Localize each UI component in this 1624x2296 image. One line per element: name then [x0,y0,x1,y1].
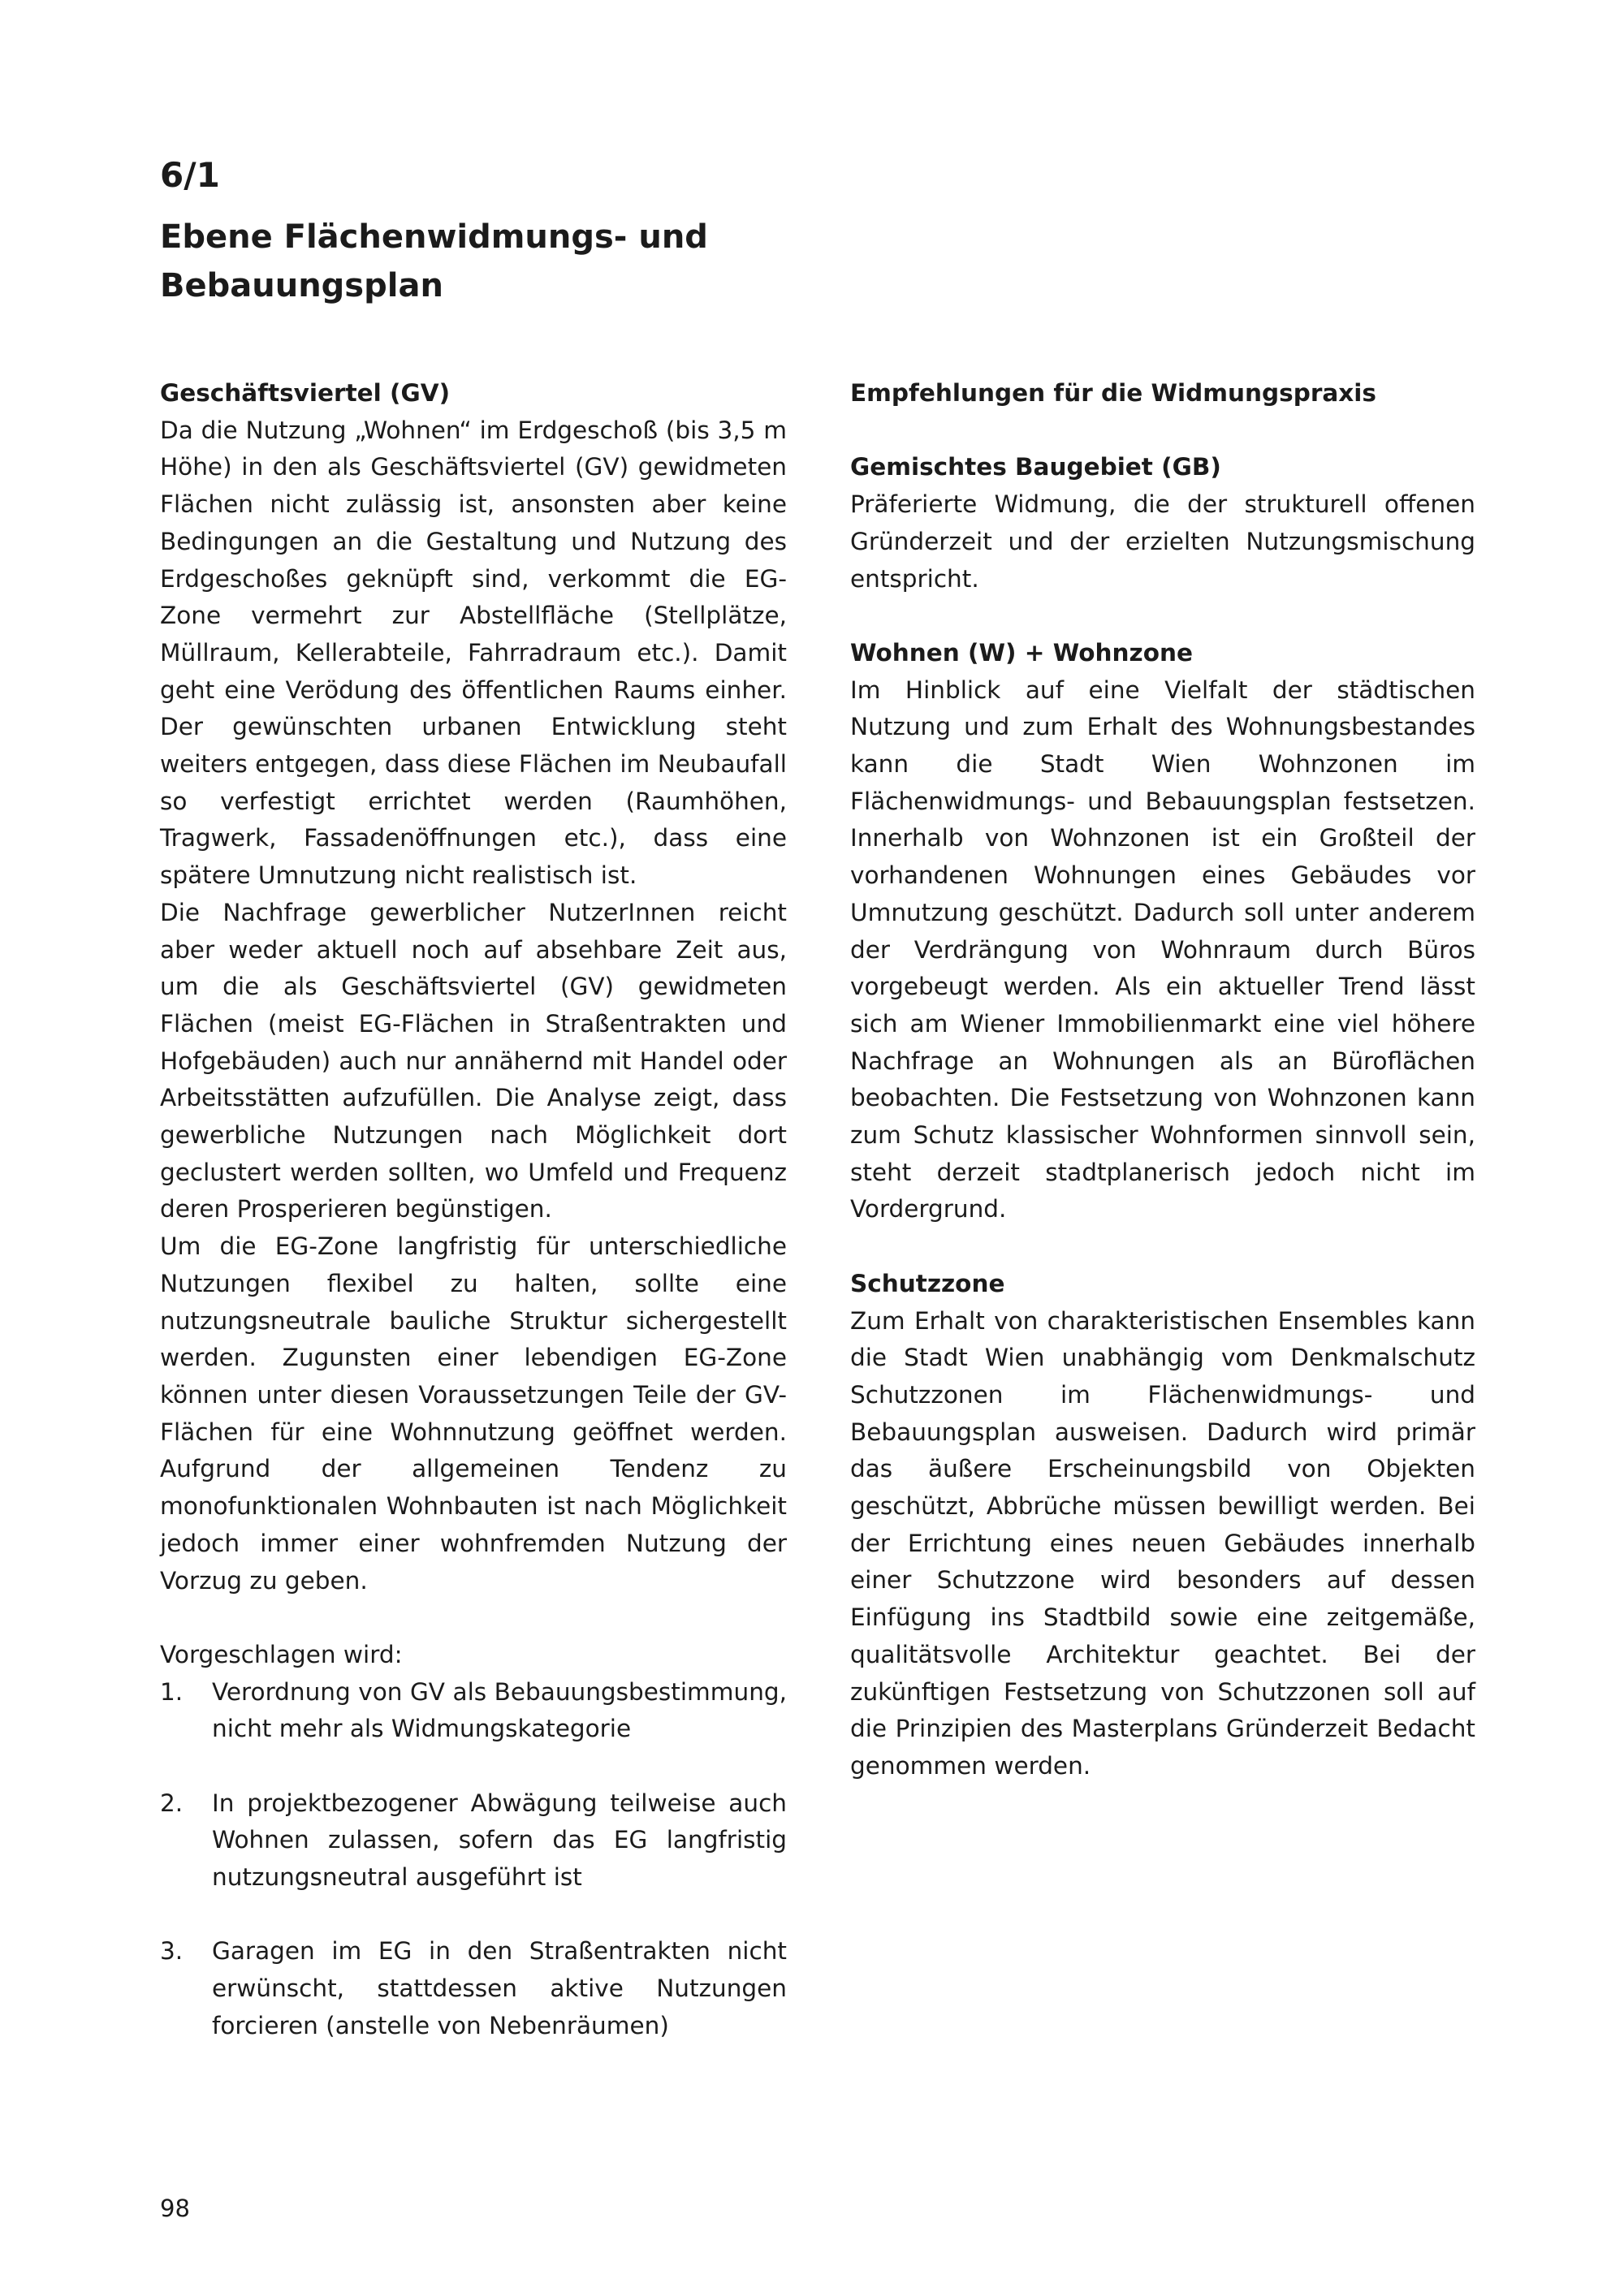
gb-paragraph: Präferierte Widmung, die der strukturell offenen Gründerzeit und der erzielten Nutzungsmischung entspricht. [850,490,1475,593]
proposed-label: Vorgeschlagen wird: [160,1640,403,1668]
section-heading-wohnzone: Wohnen (W) + Wohnzone [850,638,1194,667]
spacer [160,1599,787,1637]
schutzzone-paragraph: Zum Erhalt von charakteristischen Ensembles kann die Stadt Wien unabhängig vom Denkmalschutz Schutzzonen im Flächenwidmungs- und Bebauungsplan ausweisen. Dadurch wird primär das äußere Erscheinungsbild von Objekten geschützt, Abbrüche müssen bewilligt werden. Bei der Errichtung eines neuen Gebäudes innerhalb einer Schutzzone wird besonders auf dessen Einfügung ins Stadtbild sowie eine zeitgemäße, qualitätsvolle Architektur geachtet. Bei der zukünftigen Festsetzung von Schutzzonen soll auf die Prinzipien des Masterplans Gründerzeit Bedacht genommen werden. [850,1306,1475,1780]
list-item [160,1785,787,1897]
list-item-text: In projektbezogener Abwägung teilweise auch Wohnen zulassen, sofern das EG langfristig nutzungsneutral ausgeführt ist [212,1789,787,1892]
right-column [850,375,1475,1785]
list-item-text: Verordnung von GV als Bebauungsbestimmung, nicht mehr als Widmungskategorie [212,1677,787,1743]
gv-body [160,412,787,1600]
spacer [850,598,1475,635]
spacer [850,1228,1475,1266]
list-item-number: 3. [160,1937,184,1966]
section-heading-recommendations: Empfehlungen für die Widmungspraxis [850,379,1376,407]
wohnzone-paragraph: Im Hinblick auf eine Vielfalt der städtischen Nutzung und zum Erhalt des Wohnungsbestandes kann die Stadt Wien Wohnzonen im Flächenwidmungs- und Bebauungsplan festsetzen. Innerhalb von Wohnzonen ist ein Großteil der vorhandenen Wohnungen eines Gebäudes vor Umnutzung geschützt. Dadurch soll unter anderem der Verdrängung von Wohnraum durch Büros vorgebeugt werden. Als ein aktueller Trend lässt sich am Wiener Immobilienmarkt eine viel höhere Nachfrage an Wohnungen als an Büroflächen beobachten. Die Festsetzung von Wohnzonen kann zum Schutz klassischer Wohnformen sinnvoll sein, steht derzeit stadtplanerisch jedoch nicht im Vordergrund. [850,675,1475,1224]
gv-paragraph-3: Um die EG-Zone langfristig für unterschiedliche Nutzungen flexibel zu halten, sollte eine nutzungsneutrale bauliche Struktur sichergestellt werden. Zugunsten einer lebendigen EG-Zone können unter diesen Voraussetzungen Teile der GV-Flächen für eine Wohnnutzung geöffnet werden. Aufgrund der allgemeinen Tendenz zu monofunktionalen Wohnbauten ist nach Möglichkeit jedoch immer einer wohnfremden Nutzung der Vorzug zu geben. [160,1232,787,1595]
list-item [160,1674,787,1748]
section-heading-schutzzone: Schutzzone [850,1269,1005,1297]
list-item [160,1933,787,2044]
spacer [850,412,1475,450]
page-number: 98 [160,2195,190,2222]
list-item-text: Garagen im EG in den Straßentrakten nicht erwünscht, stattdessen aktive Nutzungen forcieren (anstelle von Nebenräumen) [212,1937,787,2039]
section-heading-gv: Geschäftsviertel (GV) [160,379,451,407]
chapter-number: 6/1 [160,155,220,195]
gv-paragraph-1: Da die Nutzung „Wohnen“ im Erdgeschoß (bis 3,5 m Höhe) in den als Geschäftsviertel (GV) gewidmeten Flächen nicht zulässig ist, ansonsten aber keine Bedingungen an die Gestaltung und Nutzung des Erdgeschoßes geknüpft sind, verkommt die EG-Zone vermehrt zur Abstellfläche (Stellplätze, Müllraum, Kellerabteile, Fahrradraum etc.). Damit geht eine Verödung des öffentlichen Raums einher. Der gewünschten urbanen Entwicklung steht weiters entgegen, dass diese Flächen im Neubaufall so verfestigt errichtet werden (Raumhöhen, Tragwerk, Fassadenöffnungen etc.), dass eine spätere Umnutzung nicht realistisch ist. [160,416,787,890]
list-item-number: 2. [160,1789,184,1817]
list-item-number: 1. [160,1677,184,1706]
section-heading-gb: Gemischtes Baugebiet (GB) [850,453,1221,481]
left-column [160,375,787,2045]
gv-paragraph-2: Die Nachfrage gewerblicher NutzerInnen reicht aber weder aktuell noch auf absehbare Zeit aus, um die als Geschäftsviertel (GV) gewidmeten Flächen (meist EG-Flächen in Straßentrakten und Hofgebäuden) auch nur annähernd mit Handel oder Arbeitsstätten aufzufüllen. Die Analyse zeigt, dass gewerbliche Nutzungen nach Möglichkeit dort geclustert werden sollten, wo Umfeld und Frequenz deren Prosperieren begünstigen. [160,898,787,1224]
page-title: Ebene Flächenwidmungs- und Bebauungsplan [160,218,708,304]
suggestion-list [160,1674,787,2045]
